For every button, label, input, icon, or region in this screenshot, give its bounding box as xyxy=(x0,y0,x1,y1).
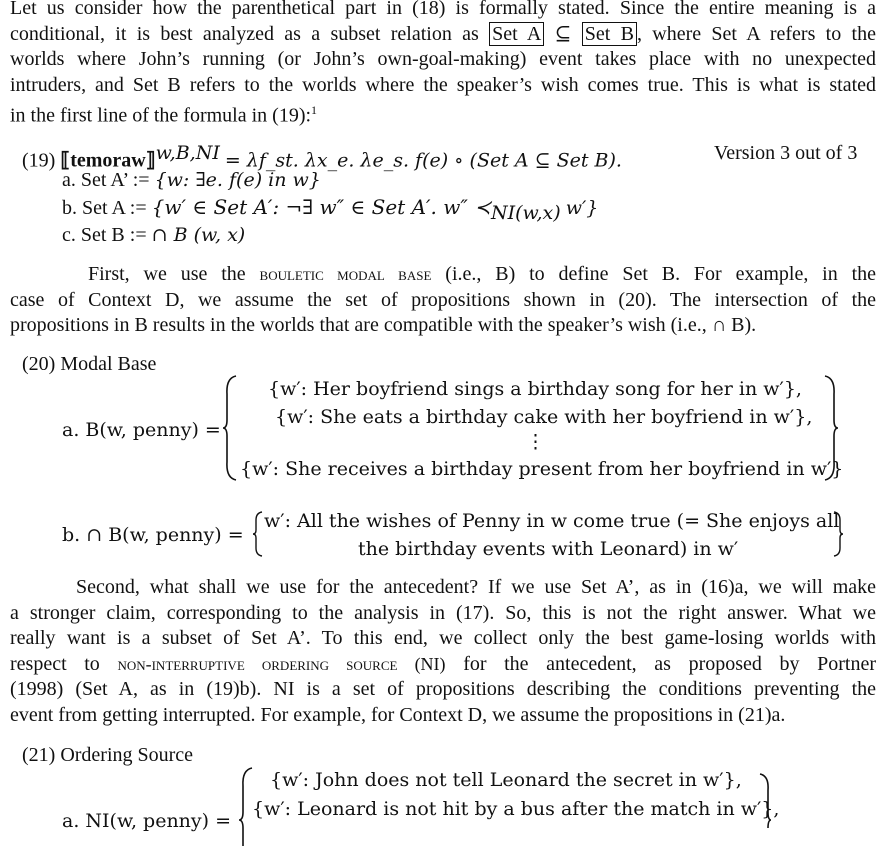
ex20-b-line-1: w′: All the wishes of Penny in w come true (= She enjoys all xyxy=(264,510,840,532)
para3-line-5: (1998) (Set A, as in (19)b). NI is a set of propositions describing the conditions preventing the xyxy=(10,678,876,701)
ex21-a-item-2: {w′: Leonard is not hit by a bus after the match in w′}, xyxy=(252,798,780,820)
ex19-b: b. Set A := {w′ ∈ Set A′: ¬∃ w″ ∈ Set A′. w″ $≺_{NI(w,x)}$ w′} xyxy=(62,195,599,224)
para3 xyxy=(10,575,876,729)
ex21-a-label: a. NI(w, penny) = xyxy=(62,810,232,832)
ex21-header: (21) Ordering Source xyxy=(22,744,194,766)
set-b-box: Set B xyxy=(582,22,637,46)
right-brace-icon xyxy=(823,374,839,487)
intro-line-2: conditional, it is best analyzed as a subset relation as Set A ⊆ Set B , where Set A refers to the xyxy=(10,22,876,45)
intro-line-4: intruders, and Set B refers to the worlds where the speaker’s wish comes true. This is what is stated xyxy=(10,73,876,96)
ex20-a-item-1: {w′: Her boyfriend sings a birthday song for her in w′}, xyxy=(268,378,802,400)
left-brace-icon xyxy=(222,374,238,487)
set-a-box: Set A xyxy=(489,22,544,46)
para2-line-3: propositions in B results in the worlds that are compatible with the speaker’s wish (i.e., ∩ B). xyxy=(10,314,757,337)
footnote-marker[interactable]: 1 xyxy=(311,103,318,118)
ex19-formula: = λf_st. λx_e. λe_s. f(e) ∘ (Set A ⊆ Set B). xyxy=(224,149,622,172)
ex20-b-label: b. ∩ B(w, penny) = xyxy=(62,524,244,546)
para2 xyxy=(10,262,876,339)
intro-line-5: in the first line of the formula in (19):$^1$ xyxy=(10,103,318,128)
ex19-a: a. Set A’ := {w: ∃e. f(e) in w} xyxy=(62,169,321,191)
ex19-term: ⟦temoraw⟧ xyxy=(60,149,156,172)
intro-paragraph xyxy=(10,0,876,130)
ex20-header: (20) Modal Base xyxy=(22,353,157,375)
para3-line-6: event from getting interrupted. For example, for Context D, we assume the propositions in (21)a. xyxy=(10,703,786,726)
ex19-number: (19) xyxy=(22,149,56,172)
para3-line-2: a stronger claim, corresponding to the analysis in (17). So, this is not the right answer. What we xyxy=(10,601,876,624)
ex19-c: c. Set B := ∩ B (w, x) xyxy=(62,224,246,246)
ex21-a-item-1: {w′: John does not tell Leonard the secret in w′}, xyxy=(270,769,742,791)
intro-line-3: worlds where John’s running (or John’s own-goal-making) event takes place with no unexpected xyxy=(10,48,876,71)
ex20-a-item-3: ⋮ xyxy=(526,431,545,453)
ex20-a-label: a. B(w, penny) = xyxy=(62,419,221,441)
right-brace-small-icon xyxy=(832,510,844,563)
para3-line-4: respect to non-interruptive ordering source (NI) for the antecedent, as proposed by Portner xyxy=(10,652,877,675)
para3-line-3: really want is a subset of Set A’. To this end, we collect only the best game-losing worlds with xyxy=(10,627,876,650)
ex20-b-line-2: the birthday events with Leonard) in w′ xyxy=(358,538,739,560)
ex19-term-sup: w,B,NI xyxy=(155,142,220,164)
right-brace-21-icon xyxy=(758,772,772,837)
ex20-a-item-2: {w′: She eats a birthday cake with her boyfriend in w′}, xyxy=(275,406,813,428)
para2-line-1: First, we use the bouletic modal base (i.e., B) to define Set B. For example, in the xyxy=(88,263,877,285)
intro-line-1: Let us consider how the parenthetical part in (18) is formally stated. Since the entire meaning is a xyxy=(10,0,876,19)
para3-line-1: Second, what shall we use for the antecedent? If we use Set A’, as in (16)a, we will make xyxy=(76,576,876,598)
ex19-version: Version 3 out of 3 xyxy=(714,142,858,164)
para2-line-2: case of Context D, we assume the set of propositions shown in (20). The intersection of the xyxy=(10,288,876,311)
left-brace-small-icon xyxy=(252,510,264,563)
ex20-a-item-4: {w′: She receives a birthday present from her boyfriend in w′} xyxy=(240,458,844,480)
